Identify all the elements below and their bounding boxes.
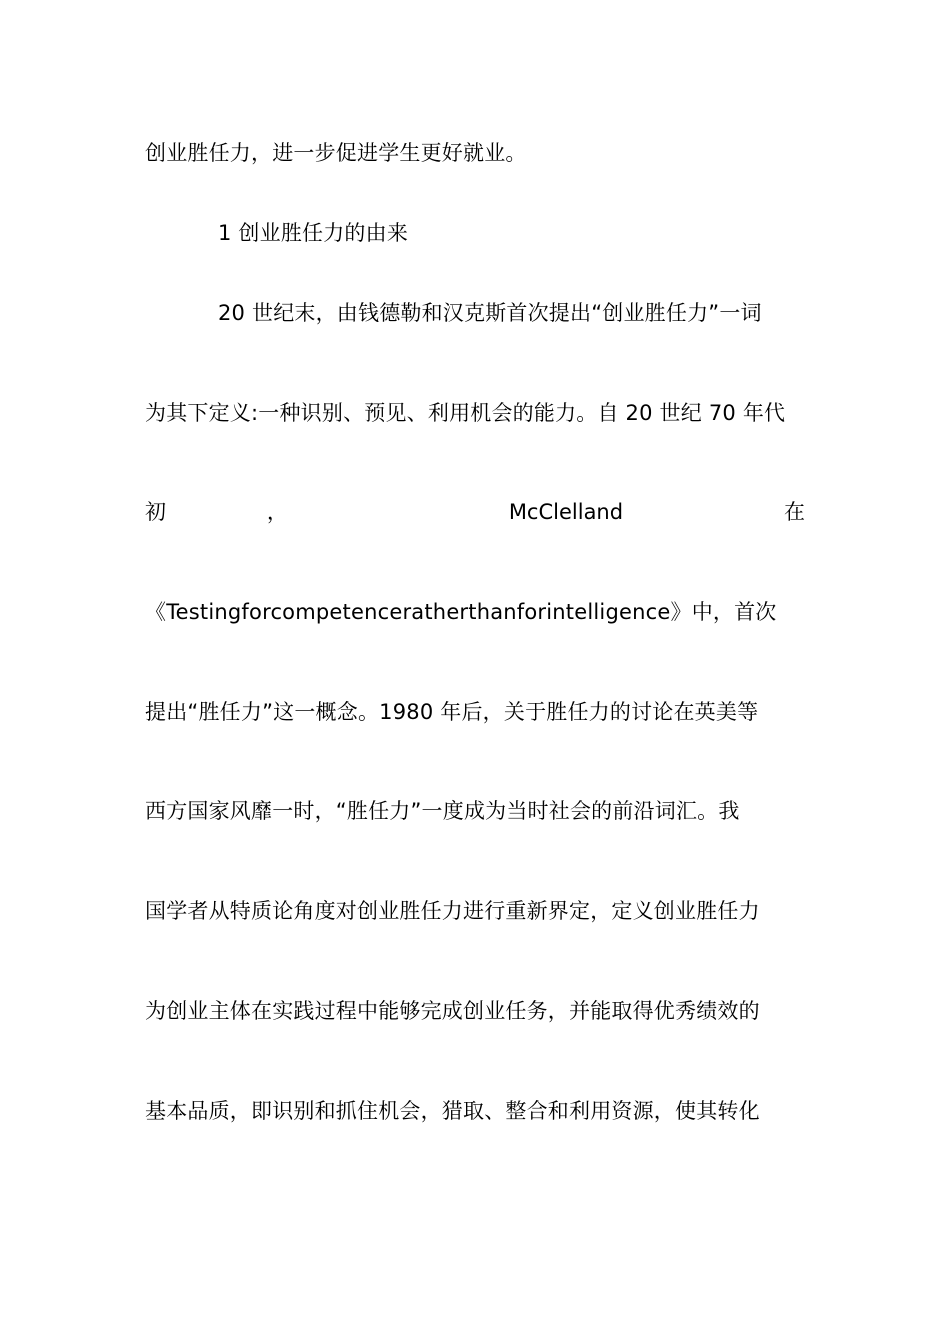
text-word: 在 [783, 500, 805, 524]
text-word: ， [266, 500, 288, 524]
text-line-11: 基本品质，即识别和抓住机会，猎取、整合和利用资源，使其转化 [145, 1099, 760, 1123]
text-word: 初 [145, 500, 166, 524]
text-line-4: 为其下定义:一种识别、预见、利用机会的能力。自 20 世纪 70 年代 [145, 401, 786, 425]
text-line-10: 为创业主体在实践过程中能够完成创业任务，并能取得优秀绩效的 [145, 999, 760, 1023]
text-line-8: 西方国家风靡一时，“胜任力”一度成为当时社会的前沿词汇。我 [145, 799, 740, 823]
section-heading: 1 创业胜任力的由来 [218, 221, 409, 245]
text-line-7: 提出“胜任力”这一概念。1980 年后，关于胜任力的讨论在英美等 [145, 700, 759, 724]
text-line-1: 创业胜任力，进一步促进学生更好就业。 [145, 141, 527, 165]
text-word: McClelland [508, 500, 624, 524]
text-line-6: 《Testingforcompetenceratherthanforintelligence》中，首次 [145, 600, 777, 624]
text-line-5 [145, 497, 805, 527]
text-line-9: 国学者从特质论角度对创业胜任力进行重新界定，定义创业胜任力 [145, 899, 760, 923]
text-line-3: 20 世纪末，由钱德勒和汉克斯首次提出“创业胜任力”一词 [218, 301, 762, 325]
